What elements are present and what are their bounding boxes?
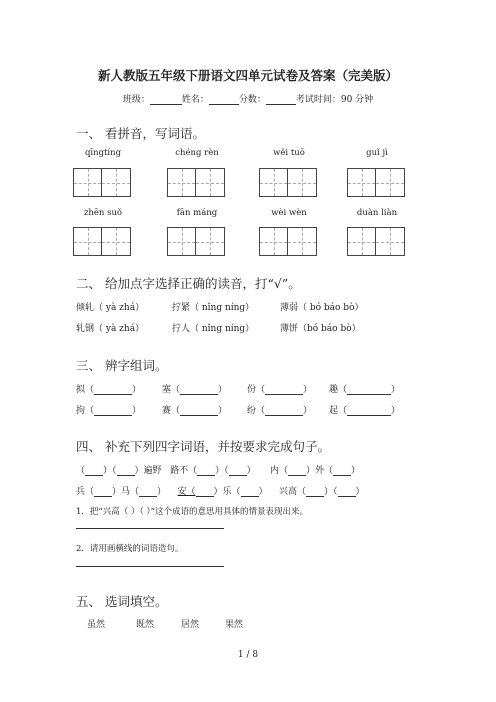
char-box-3[interactable] bbox=[259, 168, 317, 197]
pinyin-3: wěi tuō bbox=[273, 148, 305, 158]
info-line bbox=[0, 92, 496, 105]
reading-item[interactable]: 拧人（ nǐng níng） bbox=[172, 324, 255, 334]
answer-line-2[interactable] bbox=[76, 566, 224, 567]
choice-word: 虽然 bbox=[87, 620, 106, 630]
char-box-7[interactable] bbox=[259, 227, 317, 256]
section-2-heading: 二、 给加点字选择正确的读音，打“√”。 bbox=[76, 276, 301, 291]
section-1-heading: 一、 看拼音，写词语。 bbox=[76, 126, 205, 141]
pinyin-6: fān máng bbox=[176, 208, 218, 218]
reading-item[interactable]: 薄饼（bó báo bò） bbox=[280, 324, 361, 334]
name-label: 姓名： bbox=[181, 95, 209, 105]
char-box-8[interactable] bbox=[347, 227, 405, 256]
page-title: 新人教版五年级下册语文四单元试卷及答案（完美版） bbox=[97, 68, 398, 83]
pinyin-1: qīngtíng bbox=[84, 148, 122, 158]
char-box-1[interactable] bbox=[73, 168, 131, 197]
section-3-heading: 三、 辨字组词。 bbox=[76, 358, 168, 373]
char-box-5[interactable] bbox=[73, 227, 131, 256]
class-label: 班级： bbox=[122, 95, 150, 105]
pinyin-4: guǐ jì bbox=[366, 148, 388, 158]
char-box-6[interactable] bbox=[167, 227, 225, 256]
reading-item[interactable]: 倾轧（ yà zhá） bbox=[76, 303, 145, 313]
reading-item[interactable]: 薄弱（ bó báo bò） bbox=[280, 303, 364, 313]
score-blank[interactable] bbox=[266, 95, 296, 105]
time-label: 考试时间：90 分钟 bbox=[295, 95, 374, 105]
section-4-heading: 四、 补充下列四字词语，并按要求完成句子。 bbox=[76, 439, 330, 454]
question-2: 2．请用画横线的词语造句。 bbox=[76, 544, 184, 554]
reading-item[interactable]: 轧钢（ yà zhá） bbox=[76, 324, 145, 334]
pinyin-7: wèi wèn bbox=[271, 208, 307, 218]
word-group-item[interactable]: 拘（ ） bbox=[76, 406, 142, 416]
question-1: 1．把“兴高（ ）（ ）”这个成语的意思用具体的情景表现出来。 bbox=[76, 507, 309, 517]
answer-line-1[interactable] bbox=[76, 528, 224, 529]
char-box-4[interactable] bbox=[347, 168, 405, 197]
pinyin-8: duàn liàn bbox=[356, 208, 398, 218]
pinyin-2: chéng rèn bbox=[175, 148, 219, 158]
word-group-item[interactable]: 份（ ） bbox=[247, 385, 313, 395]
idiom-line-1[interactable]: （ ）（ ）遍野 路不（ ）（ ） 内（ ）外（ ） bbox=[76, 466, 361, 476]
word-group-item[interactable]: 赛（ ） bbox=[162, 406, 228, 416]
name-blank[interactable] bbox=[209, 95, 239, 105]
reading-item[interactable]: 拧紧（ nǐng níng） bbox=[172, 303, 255, 313]
choice-word: 既然 bbox=[136, 620, 155, 630]
char-box-2[interactable] bbox=[167, 168, 225, 197]
class-blank[interactable] bbox=[150, 95, 182, 105]
score-label: 分数： bbox=[238, 95, 266, 105]
choice-word: 果然 bbox=[225, 620, 244, 630]
page-number: 1 / 8 bbox=[237, 650, 259, 660]
word-group-item[interactable]: 纷（ ） bbox=[247, 406, 313, 416]
section-5-heading: 五、 选词填空。 bbox=[76, 594, 168, 609]
word-group-item[interactable]: 趣（ ） bbox=[329, 385, 401, 395]
word-group-item[interactable]: 拟（ ） bbox=[76, 385, 142, 395]
choice-word: 居然 bbox=[181, 620, 200, 630]
idiom-line-2[interactable]: 兵（ ）马（ ） 安（ ）乐（ ） 兴高（ ）（ ） bbox=[76, 487, 365, 497]
pinyin-5: zhēn suǒ bbox=[83, 208, 123, 218]
word-group-item[interactable]: 起（ ） bbox=[329, 406, 401, 416]
word-group-item[interactable]: 塞（ ） bbox=[162, 385, 228, 395]
